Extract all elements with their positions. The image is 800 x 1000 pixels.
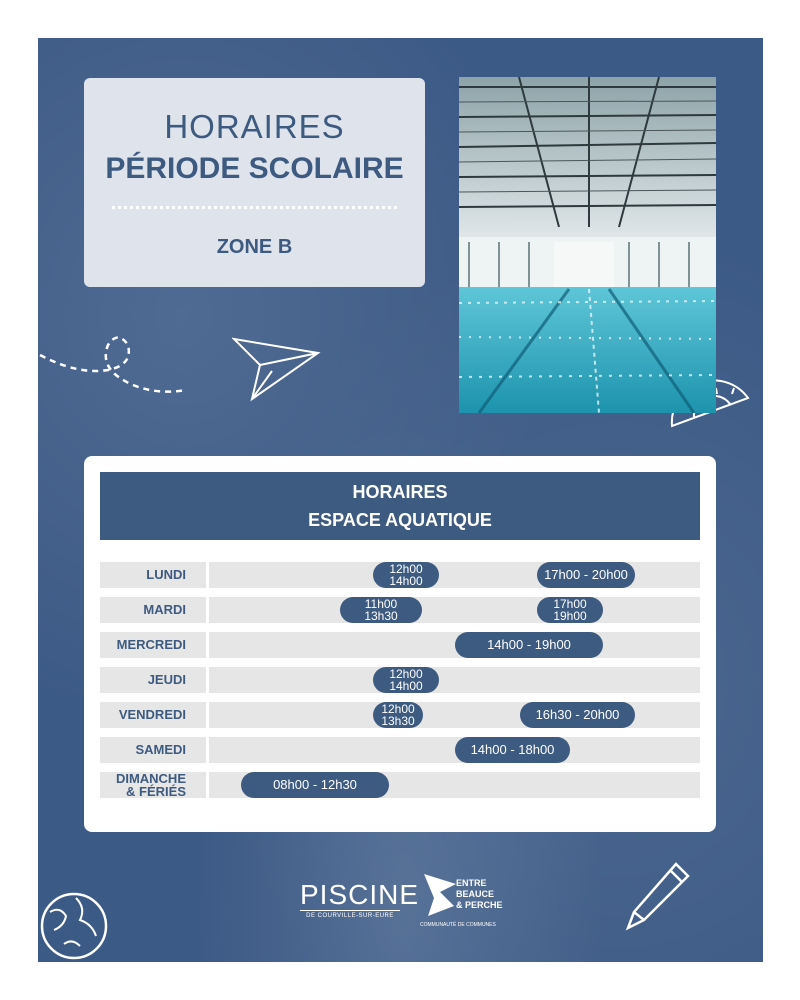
ebp-name [456,878,503,911]
slot-end: 13h30 [381,714,415,728]
time-slot [373,702,423,728]
dotted-divider [112,206,397,209]
schedule-row-dimanche-feries [100,772,700,798]
ebp-subtitle: COMMUNAUTÉ DE COMMUNES [420,922,496,928]
day-label: MERCREDI [100,632,206,658]
time-slot: 14h00 - 18h00 [455,737,570,763]
dashed-loop-doodle-icon [38,330,188,410]
time-track [209,597,700,623]
title-line-horaires: HORAIRES [164,108,345,145]
entre-beauce-perche-logo [420,870,510,930]
time-slot [373,667,439,693]
day-label-line1: DIMANCHE [115,771,186,786]
schedule-header [100,472,700,540]
time-track [209,702,700,728]
swimming-pool-photo [459,77,716,413]
time-slot [537,597,603,623]
paper-plane-icon [232,335,322,405]
time-slot: 08h00 - 12h30 [241,772,389,798]
time-track [209,667,700,693]
ebp-line1: ENTRE [456,878,487,888]
title-line-zone: ZONE B [216,236,293,258]
time-slot [373,562,439,588]
day-label: MARDI [100,597,206,623]
time-track [209,772,700,798]
slot-start: 12h00 [389,667,423,681]
ebp-emblem-icon [420,870,460,920]
piscine-logo-word: PISCINE [300,879,420,910]
time-slot: 17h00 - 20h00 [537,562,635,588]
slot-start: 12h00 [389,562,423,576]
day-label-line2: & FÉRIÉS [126,784,186,799]
time-slot: 16h30 - 20h00 [520,702,635,728]
schedule-header-line2: ESPACE AQUATIQUE [308,510,492,530]
time-slot [340,597,422,623]
schedule-card [84,456,716,832]
time-slot: 14h00 - 19h00 [455,632,603,658]
slot-end: 19h00 [553,609,587,623]
title-card [84,78,425,287]
title-line-periode: PÉRIODE SCOLAIRE [105,152,404,185]
day-label: JEUDI [100,667,206,693]
slot-start: 12h00 [381,702,415,716]
day-label: VENDREDI [100,702,206,728]
schedule-row-mardi [100,597,700,623]
slot-end: 13h30 [364,609,398,623]
day-label: LUNDI [100,562,206,588]
globe-icon [36,886,112,962]
piscine-logo-subtitle: DE COURVILLE-SUR-EURE [300,910,400,919]
day-label: SAMEDI [100,737,206,763]
schedule-row-vendredi [100,702,700,728]
time-track [209,737,700,763]
schedule-row-lundi [100,562,700,588]
schedule-header-line1: HORAIRES [352,482,448,502]
slot-start: 11h00 [364,597,398,611]
schedule-row-samedi [100,737,700,763]
slot-end: 14h00 [389,679,423,693]
schedule-row-mercredi [100,632,700,658]
slot-end: 14h00 [389,574,423,588]
ebp-line2: BEAUCE [456,889,495,899]
time-track [209,632,700,658]
ebp-line3: & PERCHE [456,900,503,910]
pencil-icon [622,860,692,935]
day-label [100,772,206,798]
time-track [209,562,700,588]
piscine-logo [300,879,420,919]
schedule-row-jeudi [100,667,700,693]
slot-start: 17h00 [553,597,587,611]
